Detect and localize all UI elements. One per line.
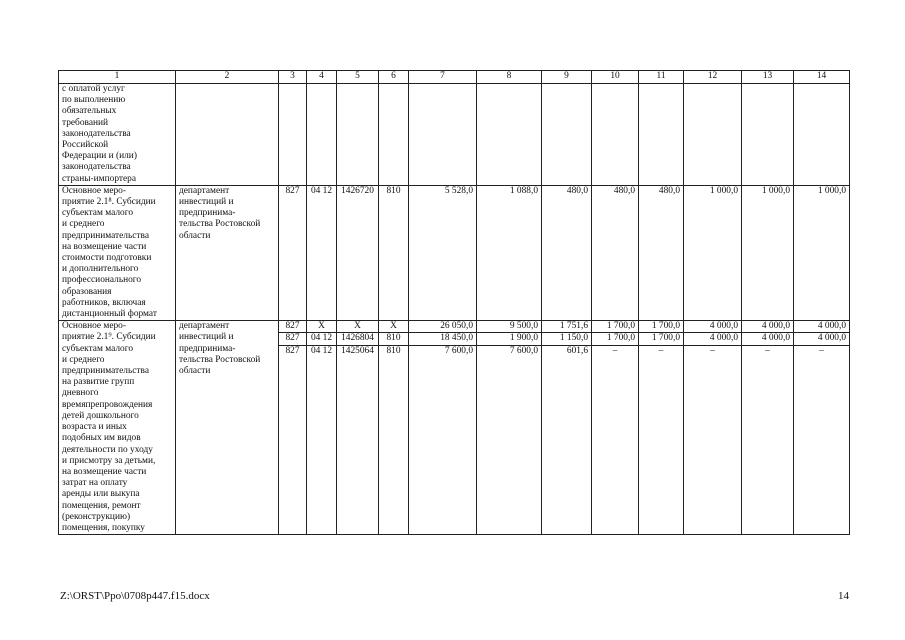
sub-line: X <box>354 321 361 332</box>
amount-cell: 5 528,0 <box>409 185 477 320</box>
sub-line: X <box>390 321 397 332</box>
sub-line: 1426804 <box>337 332 378 344</box>
sub-line: 4 000,0 <box>742 332 793 344</box>
sub-line: – <box>742 345 793 357</box>
grbs-code-cell <box>279 321 307 535</box>
header-cell: 1 <box>59 71 176 84</box>
executor-cell: департамент инвестиций и предпринима- тельства Ростовской области <box>176 185 279 320</box>
sub-line: 1 150,0 <box>542 332 591 344</box>
sub-line: 1 700,0 <box>606 321 635 332</box>
activity-name-cell: Основное меро- приятие 2.1⁸. Субсидии субъектам малого и среднего предпринимательства на возмещение части стоимости подготовки и дополнительного профессионального образования работников, включая дистанционный формат <box>59 185 176 320</box>
amount-cell <box>639 321 684 535</box>
sub-line: 7 600,0 <box>477 345 541 357</box>
amount-cell <box>409 321 477 535</box>
table-row <box>59 185 850 320</box>
amount-cell <box>684 321 742 535</box>
section-code-cell <box>307 321 337 535</box>
header-cell: 9 <box>542 71 592 84</box>
sub-line: 810 <box>379 332 408 344</box>
header-cell: 5 <box>337 71 379 84</box>
amount-cell: 1 000,0 <box>684 185 742 320</box>
header-cell: 2 <box>176 71 279 84</box>
amount-cell: 1 000,0 <box>742 185 794 320</box>
table-row <box>59 321 850 535</box>
grbs-code-cell: 827 <box>279 185 307 320</box>
sub-line: 9 500,0 <box>509 321 538 332</box>
header-cell: 8 <box>477 71 542 84</box>
sub-line: 18 450,0 <box>409 332 476 344</box>
sub-line: – <box>794 345 849 357</box>
sub-line: – <box>592 345 638 357</box>
page-number: 14 <box>838 590 849 602</box>
amount-cell <box>477 321 542 535</box>
activity-name-cell: Основное меро- приятие 2.1⁹. Субсидии субъектам малого и среднего предпринимательства на развитие групп дневного времяпрепровождения детей дошкольного возраста и иных подобных им видов деятельности по уходу и присмотру за детьми, на возмещение части затрат на оплату аренды или выкупа помещения, ремонт (реконструкцию) помещения, покупку <box>59 321 176 535</box>
amount-cell: 480,0 <box>592 185 639 320</box>
sub-line: 4 000,0 <box>817 321 846 332</box>
sub-line: 827 <box>279 345 306 357</box>
sub-line: 1 700,0 <box>651 321 680 332</box>
sub-line: 601,6 <box>542 345 591 357</box>
header-cell: 6 <box>379 71 409 84</box>
amount-cell: 480,0 <box>542 185 592 320</box>
section-code-cell: 04 12 <box>307 185 337 320</box>
budget-table <box>58 70 850 535</box>
amount-cell: 1 088,0 <box>477 185 542 320</box>
sub-line: 7 600,0 <box>409 345 476 357</box>
sub-line: 1 700,0 <box>592 332 638 344</box>
header-cell: 4 <box>307 71 337 84</box>
sub-line: 1 700,0 <box>639 332 683 344</box>
sub-line: – <box>639 345 683 357</box>
sub-line: 4 000,0 <box>709 321 738 332</box>
header-cell: 10 <box>592 71 639 84</box>
table-row <box>59 84 850 186</box>
sub-line: 04 12 <box>307 345 336 357</box>
header-cell: 3 <box>279 71 307 84</box>
expense-type-cell: 810 <box>379 185 409 320</box>
amount-cell <box>794 321 850 535</box>
file-path: Z:\ORST\Ppo\0708p447.f15.docx <box>60 590 210 602</box>
sub-line: 4 000,0 <box>684 332 741 344</box>
executor-cell: департамент инвестиций и предпринима- тельства Ростовской области <box>176 321 279 535</box>
amount-cell <box>592 321 639 535</box>
sub-line: 4 000,0 <box>761 321 790 332</box>
sub-line: 4 000,0 <box>794 332 849 344</box>
amount-cell: 1 000,0 <box>794 185 850 320</box>
sub-line: 26 050,0 <box>440 321 473 332</box>
header-cell: 7 <box>409 71 477 84</box>
sub-line: – <box>684 345 741 357</box>
sub-line: 04 12 <box>307 332 336 344</box>
sub-line: 1 900,0 <box>477 332 541 344</box>
sub-line: X <box>318 321 325 332</box>
header-cell: 12 <box>684 71 742 84</box>
amount-cell: 480,0 <box>639 185 684 320</box>
sub-line: 1425064 <box>337 345 378 357</box>
target-code-cell <box>337 321 379 535</box>
header-row <box>59 71 850 84</box>
sub-line: 827 <box>285 321 300 332</box>
header-cell: 14 <box>794 71 850 84</box>
amount-cell <box>742 321 794 535</box>
target-code-cell: 1426720 <box>337 185 379 320</box>
header-cell: 13 <box>742 71 794 84</box>
activity-name-cell: с оплатой услуг по выполнению обязательных требований законодательства Российской Федерации и (или) законодательства страны-импортера <box>59 84 176 186</box>
amount-cell <box>542 321 592 535</box>
header-cell: 11 <box>639 71 684 84</box>
sub-line: 1 751,6 <box>559 321 588 332</box>
sub-line: 827 <box>279 332 306 344</box>
expense-type-cell <box>379 321 409 535</box>
sub-line: 810 <box>379 345 408 357</box>
